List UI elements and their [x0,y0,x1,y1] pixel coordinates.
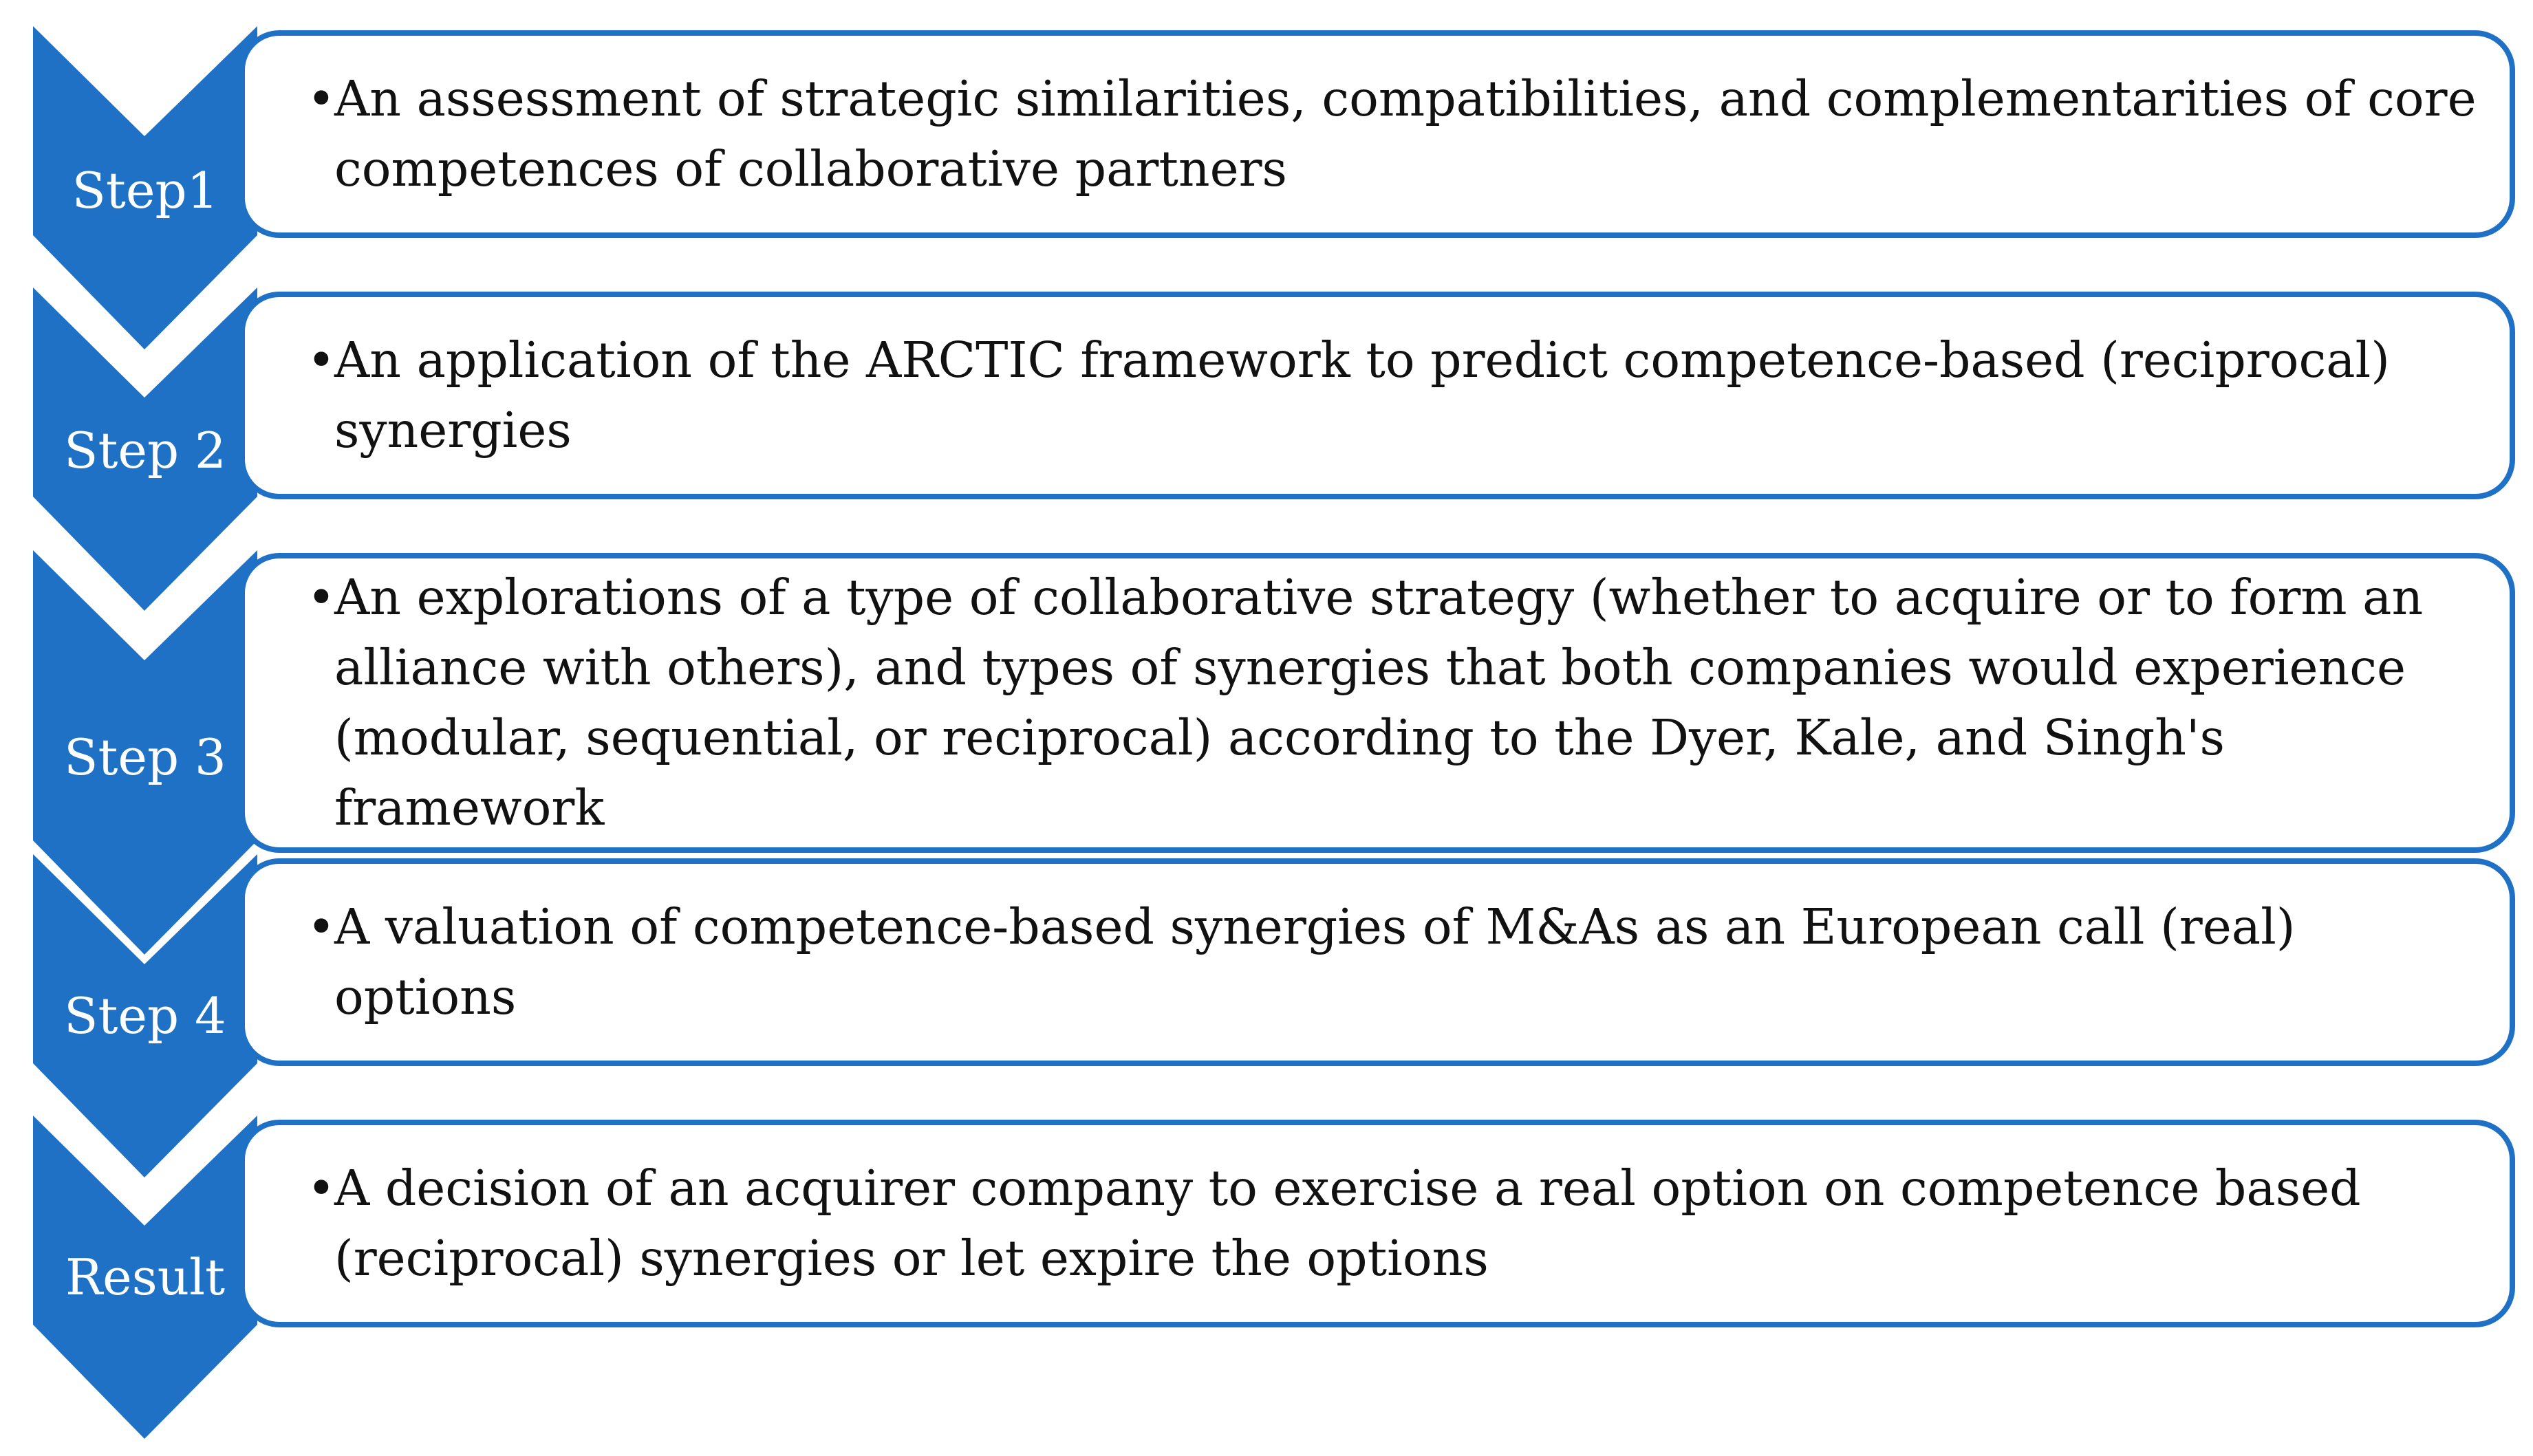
step-2-description [307,325,2510,466]
step-2-box [239,292,2515,499]
step-3-description [307,563,2510,843]
step-4-description [307,892,2510,1032]
step-1-label: Step1 [72,162,219,219]
step-4-box [239,858,2515,1066]
step-1-text: An assessment of strategic similarities, compatibilities, and complementarities of core competences of collaborative partners [334,70,2477,197]
step-1-description [307,64,2510,204]
bullet-icon: • [307,70,336,127]
result-text: A decision of an acquirer company to exercise a real option on competence based (reciprocal) synergies or let expire the options [334,1160,2361,1287]
step-2-label: Step 2 [64,422,226,479]
bullet-icon: • [307,1160,336,1217]
result-label: Result [65,1248,226,1306]
result-box [239,1120,2515,1327]
step-2-text: An application of the ARCTIC framework to predict competence-based (reciprocal) synergies [334,332,2390,459]
bullet-icon: • [307,569,336,626]
result-description [307,1153,2510,1294]
step-4-label: Step 4 [64,987,226,1045]
bullet-icon: • [307,332,336,389]
step-3-label: Step 3 [64,728,226,786]
bullet-icon: • [307,898,336,955]
step-3-text: An explorations of a type of collaborative strategy (whether to acquire or to form an alliance with others), and types of synergies that both companies would experience (modular, sequential, or reciprocal) according to the Dyer, Kale, and Singh's framework [334,569,2424,836]
step-4-text: A valuation of competence-based synergies of M&As as an European call (real) options [334,898,2296,1025]
step-3-box [239,553,2515,853]
step-1-box [239,30,2515,238]
